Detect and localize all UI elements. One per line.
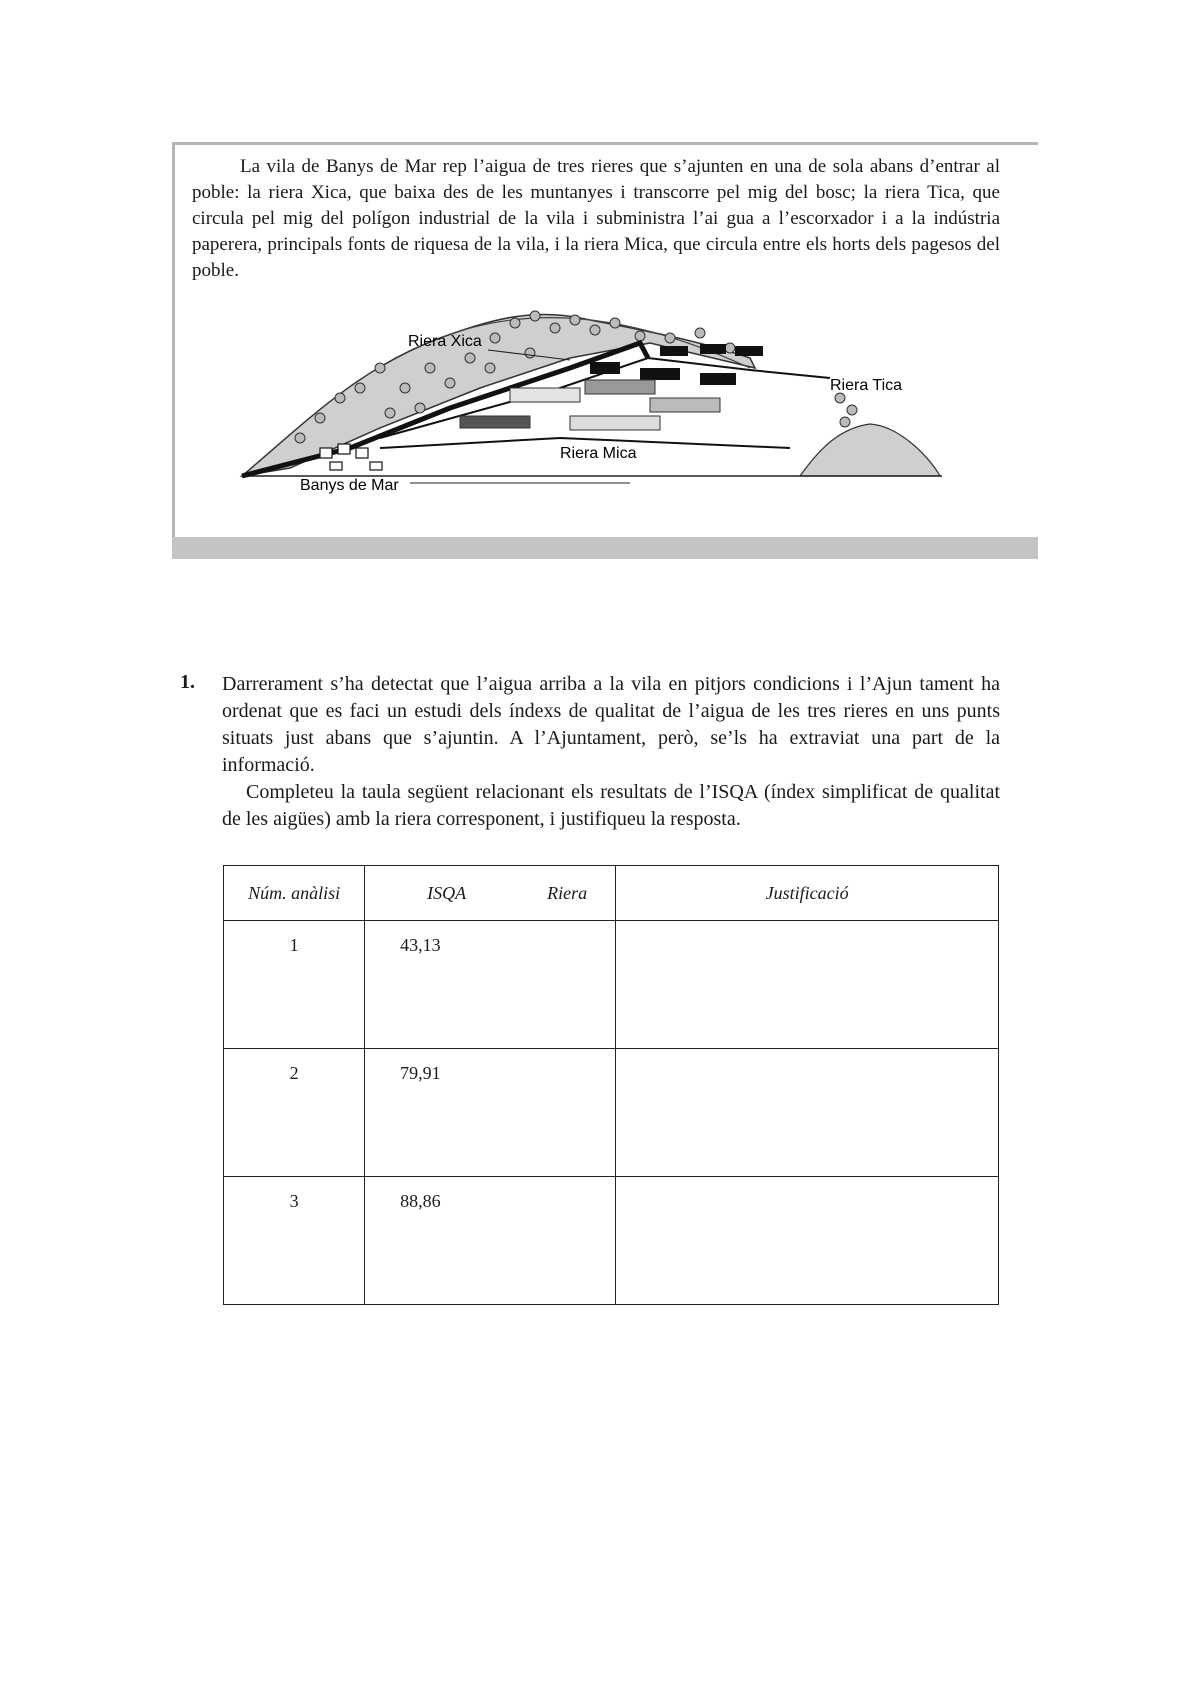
row-isqa-cell[interactable]	[365, 1049, 616, 1177]
row-num-cell: 1	[224, 921, 365, 1049]
table-row	[224, 921, 999, 1049]
results-table	[223, 865, 999, 1305]
question-paragraph-1: Darrerament s’ha detectat que l’aigua arriba a la vila en pitjors condicions i l’Ajun tament ha ordenat que es faci un estudi dels índexs de qualitat de l’aigua de les tres rieres en uns punts situats just abans que s’ajuntin. A l’Ajuntament, però, se’ls ha extraviat una part de la informació.	[222, 673, 1000, 776]
label-riera-xica: Riera Xica	[408, 333, 482, 350]
question-body	[222, 671, 1000, 833]
row-justificacio-cell[interactable]	[616, 1177, 999, 1305]
header-isqa: ISQA	[427, 882, 467, 903]
intro-frame-bar	[172, 537, 1038, 559]
intro-text: La vila de Banys de Mar rep l’aigua de tres rieres que s’ajunten en una de sola abans d’entrar al poble: la riera Xica, que baixa des de les muntanyes i transcorre pel mig del bosc; la riera Tica, que circula pel mig del polígon industrial de la vila i subministra l’ai gua a l’escorxador i a la indústria paperera, principals fonts de riquesa de la vila, i la riera Mica, que circula entre els horts dels pagesos del poble.	[192, 156, 1000, 281]
label-riera-mica: Riera Mica	[560, 445, 637, 462]
table-row	[224, 1049, 999, 1177]
header-riera: Riera	[547, 882, 588, 903]
header-isqa-riera	[365, 866, 616, 921]
river-diagram	[230, 298, 950, 498]
row-num-cell: 3	[224, 1177, 365, 1305]
header-num-analisi: Núm. anàlisi	[224, 866, 365, 921]
row-justificacio-cell[interactable]	[616, 1049, 999, 1177]
question-number: 1.	[180, 671, 195, 693]
row-isqa-value: 43,13	[400, 935, 441, 955]
intro-paragraph	[192, 154, 1000, 284]
label-banys-de-mar: Banys de Mar	[300, 477, 399, 494]
row-justificacio-cell[interactable]	[616, 921, 999, 1049]
label-riera-tica: Riera Tica	[830, 377, 903, 394]
row-isqa-cell[interactable]	[365, 1177, 616, 1305]
hill-right	[800, 424, 940, 476]
question-paragraph-2: Completeu la taula següent relacionant els resultats de l’ISQA (índex simplificat de qualitat de les aigües) amb la riera corresponent, i justifiqueu la resposta.	[222, 781, 1000, 830]
row-num-cell: 2	[224, 1049, 365, 1177]
header-justificacio: Justificació	[616, 866, 999, 921]
row-isqa-value: 88,86	[400, 1191, 441, 1211]
table-row	[224, 1177, 999, 1305]
table-header-row	[224, 866, 999, 921]
question-paragraph-2-wrap	[222, 779, 1000, 833]
row-isqa-value: 79,91	[400, 1063, 441, 1083]
row-isqa-cell[interactable]	[365, 921, 616, 1049]
